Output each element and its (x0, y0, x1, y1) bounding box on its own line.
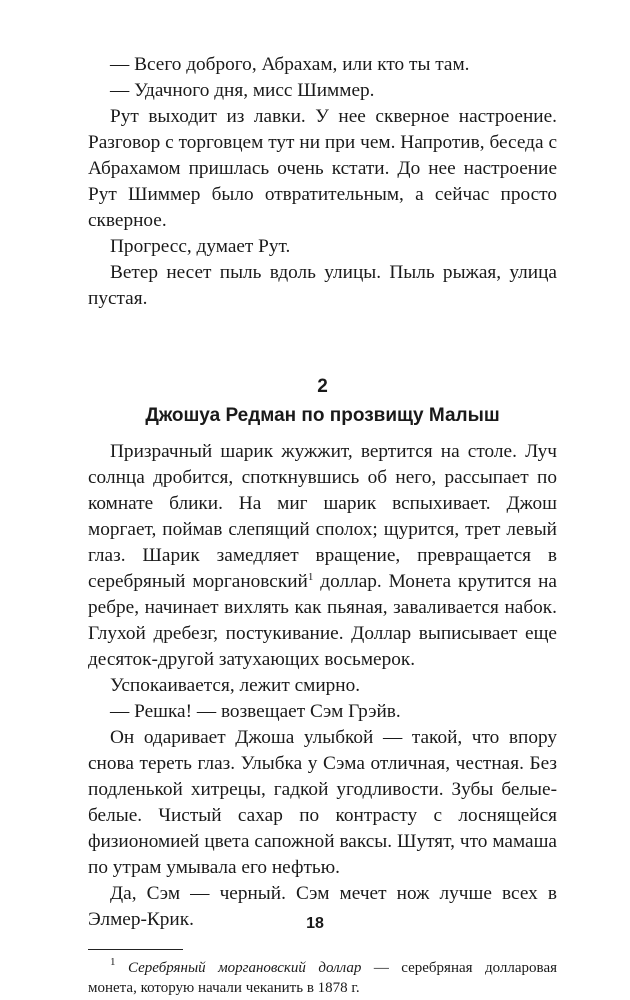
paragraph: Рут выходит из лавки. У нее скверное настроение. Разговор с торговцем тут ни при чем. Напротив, беседа с Абрахамом пришлась очень кстати. До нее настроение Рут Шиммер было отвратительным, а сейчас просто скверное. (88, 106, 557, 231)
paragraph: — Всего доброго, Абрахам, или кто ты там. (110, 54, 470, 75)
footnote (88, 958, 557, 998)
paragraph: Ветер несет пыль вдоль улицы. Пыль рыжая, улица пустая. (88, 262, 557, 309)
paragraph: — Удачного дня, мисс Шиммер. (110, 80, 375, 101)
paragraph-text: Призрачный шарик жужжит, вертится на столе. Луч солнца дробится, споткнувшись об него, рассыпает по комнате блики. На миг шарик вспыхивает. Джош моргает, поймав слепящий сполох; щурится, трет левый глаз. Шарик замедляет вращение, превращается в серебряный моргановский (88, 441, 557, 592)
paragraph: Он одаривает Джоша улыбкой — такой, что впору снова тереть глаз. Улыбка у Сэма отличная, честная. Без подленькой хитрецы, гадкой угодливости. Зубы белые-белые. Чистый сахар по контрасту с лоснящейся физиономией цвета сапожной ваксы. Шутят, что мамаша по утрам умывала его нефтью. (88, 727, 557, 878)
paragraph (88, 439, 557, 673)
footnote-text: — серебряная долларовая монета, которую начали чеканить в 1878 г. (88, 960, 558, 996)
chapter-title: Джошуа Редман по прозвищу Малыш (145, 405, 500, 426)
footnote-divider (88, 949, 183, 950)
footnote-term: Серебряный моргановский доллар (127, 960, 362, 976)
footnote-reference: 1 (307, 571, 314, 583)
footnote-mark: 1 (110, 956, 116, 968)
paragraph: Прогресс, думает Рут. (110, 236, 291, 257)
chapter-number: 2 (317, 376, 328, 397)
paragraph-text: доллар. Монета крутится на ребре, начинает вихлять как пьяная, заваливается набок. Глухой дребезг, постукивание. Доллар выписывает еще десяток-другой затухающих восьмерок. (88, 571, 557, 670)
page-number: 18 (306, 915, 324, 932)
book-page (88, 52, 557, 998)
paragraph: — Решка! — возвещает Сэм Грэйв. (110, 701, 401, 722)
paragraph: Да, Сэм — черный. Сэм мечет нож лучше всех в Элмер-Крик. (88, 883, 557, 930)
paragraph: Успокаивается, лежит смирно. (110, 675, 361, 696)
